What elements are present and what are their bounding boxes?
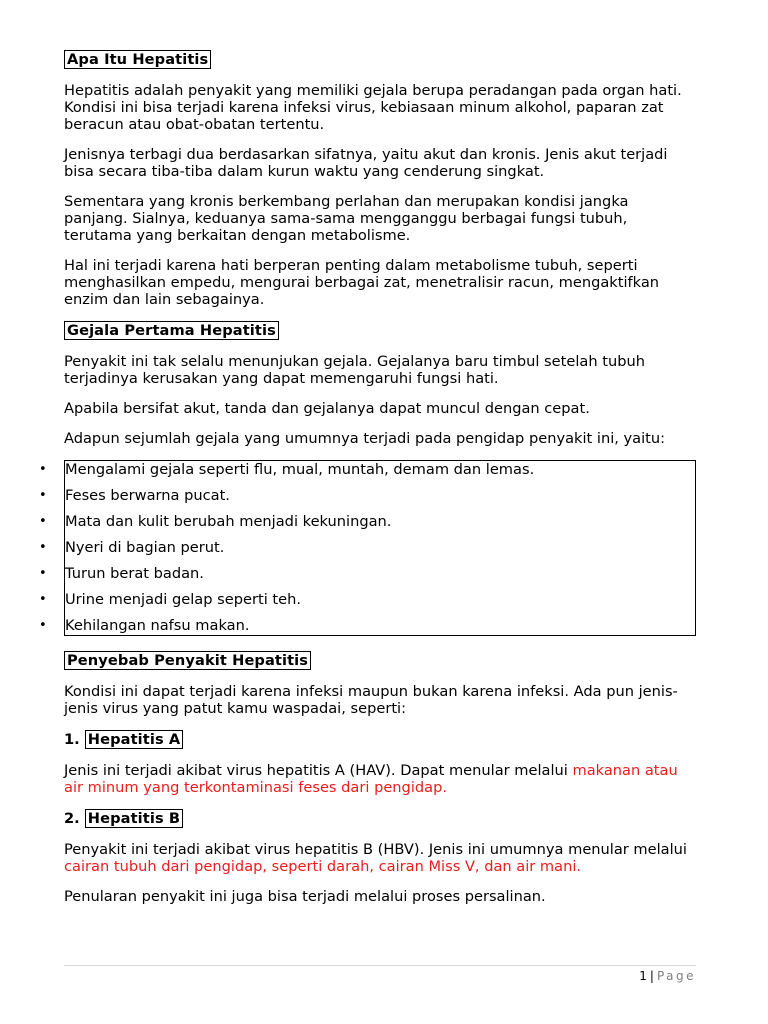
bullet-icon: • — [39, 592, 47, 607]
list-item — [39, 565, 695, 591]
list-item — [39, 617, 695, 635]
page-number: 1 — [639, 969, 647, 983]
paragraph: Hepatitis adalah penyakit yang memiliki gejala berupa peradangan pada organ hati. Kondisi ini bisa terjadi karena infeksi virus, kebiasaan minum alkohol, paparan zat beracun atau obat-obatan tertentu. — [64, 82, 682, 133]
highlighted-text: cairan tubuh dari pengidap, seperti darah, cairan Miss V, dan air mani. — [64, 858, 582, 875]
list-item — [39, 487, 695, 513]
bullet-icon: • — [39, 514, 47, 529]
list-item-text: Kehilangan nafsu makan. — [65, 617, 250, 634]
paragraph: Penyakit ini tak selalu menunjukan gejala. Gejalanya baru timbul setelah tubuh terjadinya kerusakan yang dapat memengaruhi fungsi hati. — [64, 353, 645, 387]
subheading-title: Hepatitis B — [85, 809, 183, 828]
bullet-icon: • — [39, 462, 47, 477]
paragraph-text: Jenis ini terjadi akibat virus hepatitis A (HAV). Dapat menular melalui — [64, 762, 573, 779]
list-item-text: Feses berwarna pucat. — [65, 487, 230, 504]
subheading-number: 2. — [64, 810, 80, 827]
paragraph-hepatitis-a — [64, 762, 696, 796]
footer-divider — [64, 965, 696, 966]
symptom-list — [39, 461, 695, 635]
paragraph: Sementara yang kronis berkembang perlahan dan merupakan kondisi jangka panjang. Sialnya, keduanya sama-sama mengganggu berbagai fungsi tubuh, terutama yang berkaitan dengan metabolisme. — [64, 193, 629, 244]
paragraph: Kondisi ini dapat terjadi karena infeksi maupun bukan karena infeksi. Ada pun jenis-jenis virus yang patut kamu waspadai, seperti: — [64, 683, 678, 717]
bullet-icon: • — [39, 488, 47, 503]
list-item — [39, 539, 695, 565]
paragraph: Penularan penyakit ini juga bisa terjadi melalui proses persalinan. — [64, 888, 546, 905]
symptom-list-box — [39, 460, 696, 636]
list-item-text: Mengalami gejala seperti flu, mual, muntah, demam dan lemas. — [65, 461, 535, 478]
document-page — [39, 50, 696, 918]
list-item — [39, 591, 695, 617]
paragraph-hepatitis-b — [64, 841, 696, 875]
paragraph: Jenisnya terbagi dua berdasarkan sifatnya, yaitu akut dan kronis. Jenis akut terjadi bisa secara tiba-tiba dalam kurun waktu yang cenderung singkat. — [64, 146, 668, 180]
bullet-icon: • — [39, 540, 47, 555]
subheading-number: 1. — [64, 731, 80, 748]
list-item-text: Turun berat badan. — [65, 565, 204, 582]
bullet-icon: • — [39, 566, 47, 581]
section-heading-apa-itu-hepatitis: Apa Itu Hepatitis — [64, 50, 211, 69]
paragraph: Adapun sejumlah gejala yang umumnya terjadi pada pengidap penyakit ini, yaitu: — [64, 430, 666, 447]
page-label: Page — [656, 969, 696, 983]
page-footer — [639, 968, 696, 985]
paragraph: Hal ini terjadi karena hati berperan penting dalam metabolisme tubuh, seperti menghasilkan empedu, mengurai berbagai zat, menetralisir racun, mengaktifkan enzim dan lain sebagainya. — [64, 257, 660, 308]
subheading-hepatitis-b — [64, 809, 696, 828]
list-item-text: Mata dan kulit berubah menjadi kekuningan. — [65, 513, 392, 530]
subheading-title: Hepatitis A — [85, 730, 184, 749]
highlighted-text: makanan atau air minum yang terkontaminasi feses dari pengidap. — [64, 762, 678, 796]
subheading-hepatitis-a — [64, 730, 696, 749]
list-item-text: Nyeri di bagian perut. — [65, 539, 225, 556]
footer-separator: | — [649, 969, 654, 983]
section-heading-penyebab: Penyebab Penyakit Hepatitis — [64, 651, 311, 670]
paragraph-text: Penyakit ini terjadi akibat virus hepatitis B (HBV). Jenis ini umumnya menular melalui — [64, 841, 687, 858]
list-item — [39, 513, 695, 539]
section-heading-gejala: Gejala Pertama Hepatitis — [64, 321, 279, 340]
list-item-text: Urine menjadi gelap seperti teh. — [65, 591, 301, 608]
list-item — [39, 461, 695, 487]
paragraph: Apabila bersifat akut, tanda dan gejalanya dapat muncul dengan cepat. — [64, 400, 590, 417]
bullet-icon: • — [39, 618, 47, 633]
